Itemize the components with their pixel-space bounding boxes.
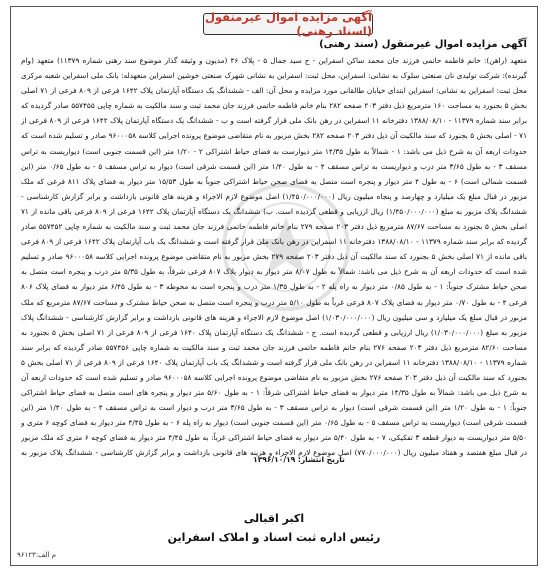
signer-title: رئیس اداره ثبت اسناد و املاک اسفراین <box>167 531 381 544</box>
publication-date-label: تاریخ انتشار: <box>297 455 345 464</box>
publication-date-line <box>71 455 527 464</box>
auction-notice <box>10 6 538 566</box>
notice-reference-code: م الف:۹۶۱۲۳ <box>17 551 57 559</box>
notice-subtitle: آگهی مزایده اموال غیرمنقول (سند رهنی) <box>319 39 527 50</box>
publication-date-value: ۱۳۹۶/۱۰/۱۹ <box>253 455 296 464</box>
notice-body: متعهد (راهن): خانم فاطمه حاتمی فرزند جان محمد ساکن اسفراین - ج سید جمال ۵ - پلاک ۴۶ (مدیون و وثیقه گذار موضوع سند رهنی شماره ۱۱۳۷۹) متعهد (وام گیرنده): شرکت تولیدی نان صنعتی سلوک به نشانی: اسفراین، محل ثبت: اسفراین به نشانی شهرک صنعتی خوشین اسفراین متعهدله: بانک ملی اسفراین شعبه مرکزی محل ثبت: اسفراین به نشانی: اسفراین ابتدای خیابان طالقانی مورد مزایده و محل آن: الف - ششدانگ یک دستگاه آپارتمان پلاک ۱۶۴۲ فرعی از ۸۰۹ فرعی از ۷۱ اصلی بخش ۵ بجنورد به مساحت ۱۶۰ مترمربع ذیل دفتر ۲۰۳ صفحه ۲۸۲ بنام خانم فاطمه حاتمی فرزند جان محمد ثبت و سند مالکیت به شماره چاپی ۵۵۷۴۵۵ صادر گردیده که برابر سند شماره ۱۱۳۷۹ - ۱۳۸۸/۰۸/۱۰ دفترخانه ۱۱ اسفراین در رهن بانک ملی قرار گرفته است و ب - ششدانگ یک دستگاه آپارتمان پلاک ۱۶۴۲ فرعی از ۸۰۹ فرعی از ۷۱ - اصلی بخش ۵ بجنورد که سند مالکیت آن ذیل دفتر ۲۰۳ صفحه ۲۸۲ بخش مزبور به نام متقاضی موضوع پرونده اجرایی کلاسه ۹۶۰۰۰۵۸ صادر و تسلیم شده است که حدودات اربعه آن به شرح ذیل می باشد: ۱ - شمالاً به طول ۱۴/۳۵ متر دیوارست به فضای حیاط اشتراکی ۲ - ۱/۲۰ متر (این قسمت جنوبی است) دیواریست به تراس مسقف ۳ - به طول ۳/۶۵ متر درب و دیواریست به تراس مسقف ۴ - به طول ۱/۴۰ متر (این قسمت شرقی است) دیوار به تراس مسقف ۵ - به طول ۰/۶۵ متر (این قسمت شمالی است) ۶ - به طول ۴ متر دیوار و پنجره است متصل به فضای صحن حیاط اشتراکی جنوباً به طول ۱۵/۵۳ متر دیوار به فضای پلاک ۸۱۱ فرعی که ملک مزبور در قبال مبلغ یک میلیارد و چهارصد و پنجاه میلیون ریال (۱/۴۵۰/۰۰۰/۰۰۰) اصل موضوع لازم الاجراء و هزینه های قانونی بازداشت و برابر گزارش کارشناسی - ششدانگ پلاک مزبور به مبلغ (۱/۴۵۰/۰۰۰/۰۰۰) ریال ارزیابی و قطعی گردیده است. ب) ششدانگ یک دستگاه آپارتمان پلاک ۱۶۴۲ فرعی از ۸۰۹ فرعی باقی مانده از ۷۱ اصلی بخش ۵ بجنورد به مساحت ۸۷/۶۷ مترمربع ذیل دفتر ۲۰۳ صفحه ۲۷۹ بنام خانم فاطمه حاتمی فرزند جان محمد ثبت و سند مالکیت به شماره چاپی ۵۵۷۴۵۲ صادر گردیده که برابر سند شماره ۱۱۳۷۹ - ۱۳۸۸/۰۸/۱۰ دفترخانه ۱۱ اسفراین در رهن بانک ملی قرار گرفته است و ششدانگ یک باب آپارتمان پلاک ۱۶۴۲ فرعی از ۸۰۹ فرعی باقی مانده از ۷۱ اصلی بخش ۵ بجنورد که سند مالکیت آن ذیل دفتر ۲۰۳ صفحه ۲۷۹ بخش مزبور به نام متقاضی موضوع پرونده اجرایی کلاسه ۹۶۰۰۰۵۸ صادر و تسلیم شده است که حدودات اربعه آن به شرح ذیل می باشد: شمالاً به طول ۸/۰۷ متر دیوار به دیوار پلاک ۸۰۷ فرعی شرقاً، به طول ۵/۳۵ متر درب و پنجره است متصل به صحن حیاط مشترک جنوباً: ۱ - به طول ۰/۸۵ متر دیوار به راه پله ۲ - به طول ۱/۳۵ متر درب و پنجره است به محوطه ۳ - به طول ۶/۴۵ متر دیوار به فضای پلاک ۸۰۶ فرعی ۴ - به طول ۰/۷۰ متر دیوار به فضای پلاک ۸۰۷ فرعی غرباً به طول ۵/۱۰ متر درب و پنجره است متصل به صحن حیاط مشترک و مساحت ۸۷/۶۷ مترمربع که ملک مزبور در قبال مبلغ یک میلیارد و سی میلیون ریال (۱/۰۳۰/۰۰۰/۰۰۰) اصل موضوع لازم الاجراء و هزینه های قانونی بازداشت و برابر گزارش کارشناسی - ششدانگ پلاک مزبور به مبلغ (۱/۰۳۰/۰۰۰/۰۰۰) ریال ارزیابی و قطعی گردیده است. ج - ششدانگ یک دستگاه آپارتمان پلاک ۱۶۴۰ فرعی از ۸۰۹ فرعی از ۷۱ اصلی بخش ۵ بجنورد به مساحت ۸۲/۶۰ مترمربع ذیل دفتر ۲۰۳ صفحه ۲۷۶ بنام خانم فاطمه حاتمی فرزند جان محمد ثبت و سند مالکیت به شماره چاپی ۵۵۷۴۵۶ صادر گردیده که برابر سند شماره ۱۱۳۷۹ - ۱۳۸۸/۰۸/۱۰ دفترخانه ۱۱ اسفراین در رهن بانک ملی قرار گرفته است و ششدانگ یک باب آپارتمان پلاک ۱۶۴۰ فرعی از ۸۰۹ فرعی از ۷۱ اصلی بخش ۵ بجنورد که سند مالکیت آن ذیل دفتر ۲۰۳ صفحه ۲۷۶ بخش مزبور به نام متقاضی موضوع پرونده اجرایی کلاسه ۹۶۰۰۰۵۸ صادر و تسلیم شده است که حدودات اربعه آن به شرح ذیل می باشد: شمالاً به طول ۱۴/۳۵ متر دیوار به فضای حیاط اشتراکی شرقاً: ۱ - به طول ۵/۶۰ متر دیوار و پنجره های است متصل به فضای حیاط اشتراکی جنوباً: ۱ - به طول ۱/۲۰ متر (این قسمت شرقی است) دیوار به تراس مسقف ۳ - به طول ۳/۶۵ متر درب و دیوار است به تراس مسقف ۴ - به طول ۱/۴۰ متر (این قسمت شرقی است) دیواریست به تراس مسقف ۵ - به طول ۰/۶۵ متر (این قسمت جنوبی است) دیوار به راه پله ۶ - به طول ۴/۴۵ متر دیوار به فضای کوچه ۶ متری و ۵/۵۰ متر دیواریست به دیوار قطعه ۳ تفکیکی، ۷ - به طول ۵/۴۰ متر دیوار به فضای حیاط اشتراکی غرباً: به طول ۴/۴۵ متر دیوار به فضای کوچه ۶ متری که ملک مزبور در قبال مبلغ هفتصد و هفتاد میلیون ریال (۷۷۰/۰۰۰/۰۰۰) اصل موضوع لازم الاجراء و هزینه های قانونی بازداشت و برابر گزارش کارشناسی - ششدانگ پلاک مزبور به <box>21 56 527 457</box>
notice-headline: آگهی مزایده اموال غیرمنقول (اسناد رهنی) <box>204 10 372 38</box>
signer-name: اکبر اقبالی <box>243 512 305 525</box>
